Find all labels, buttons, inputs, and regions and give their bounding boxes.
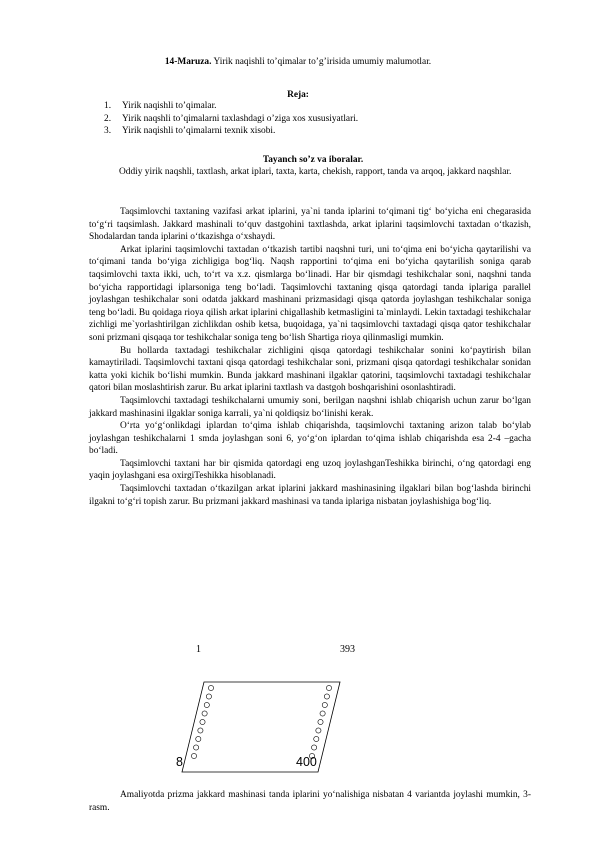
- hole-circle: [318, 719, 323, 724]
- plan-item-number: 1.: [104, 101, 112, 111]
- footer-paragraph: [89, 789, 531, 814]
- hole-circle: [312, 745, 317, 750]
- hole-circle: [324, 694, 329, 699]
- hole-column-left: [191, 685, 213, 758]
- plan-item: [104, 100, 544, 113]
- plan-list: [104, 100, 544, 138]
- hole-circle: [314, 736, 319, 741]
- hole-circle: [316, 728, 321, 733]
- keywords-heading: Tayanch so’z va iboralar.: [262, 155, 364, 165]
- paragraph: O‘rta yo‘g‘onlikdagi iplardan to‘qima ishlab chiqarishda, taqsimlovchi taxtaning arizon talab bo‘ylab joylashgan teshikchalarni 1 smda joylashgan soni 6, yo‘g‘on iplardan to‘qima ishlab chiqarishda esa 2-4 –gacha bo‘ladi.: [89, 421, 531, 457]
- hole-circle: [196, 736, 201, 741]
- figure-label-8: 8: [176, 755, 183, 769]
- hole-circle: [194, 745, 199, 750]
- hole-circle: [204, 702, 209, 707]
- plan-item-number: 3.: [104, 126, 112, 137]
- parallelogram-board: [150, 644, 410, 774]
- paragraph: Amaliyotda prizma jakkard mashinasi tanda iplarini yo‘nalishiga nisbatan 4 variantda joylashi mumkin, 3-rasm.: [89, 790, 531, 813]
- plan-item-text: Yirik naqishli to’qimalarni texnik xisobi.: [122, 126, 276, 137]
- hole-circle: [206, 694, 211, 699]
- hole-column-right: [309, 685, 331, 758]
- body-text: [89, 206, 531, 508]
- hole-circle: [326, 685, 331, 690]
- lecture-label: 14-Maruza.: [164, 57, 212, 67]
- plan-item: [104, 113, 544, 126]
- plan-item-text: Yirik naqshli to’qimalarni taxlashdagi o’ziga xos xususiyatlari.: [122, 113, 359, 124]
- hole-circle: [198, 728, 203, 733]
- keywords-text: Oddiy yirik naqshli, taxtlash, arkat iplari, taxta, karta, chekish, rapport, tanda va arqoq, jakkard naqshlar.: [119, 167, 512, 177]
- figure-label-first: 1: [196, 644, 201, 655]
- plan-heading: Reja:: [287, 90, 309, 100]
- hole-circle: [322, 702, 327, 707]
- hole-circle: [202, 711, 207, 716]
- figure-label-400: 400: [296, 755, 317, 769]
- hole-circle: [320, 711, 325, 716]
- paragraph: Taqsimlovchi taxtani har bir qismida qatordagi eng uzoq joylashganTeshikka birinchi, o‘ng qatordagi eng yaqin joylashgani esa oxirgiTeshikka hisoblanadi.: [89, 458, 531, 482]
- figure-label-393: 393: [340, 644, 355, 655]
- lecture-title-text: Yirik naqishli to’qimalar to’g’irisida umumiy malumotlar.: [211, 57, 432, 67]
- plan-item: [104, 125, 544, 138]
- plan-item-number: 2.: [104, 113, 112, 124]
- paragraph: Bu hollarda taxtadagi teshikchalar zichligini qisqa qatordagi teshikchalar sonini ko‘paytirish bilan kamaytiriladi. Taqsimlovchi taxtani qisqa qatordagi teshikchalar soni, prizmani qisqa qatordagi teshikchalar sonidan katta yoki kichik bo‘lishi mumkin. Bunda jakkard mashinani ilgaklar qatorini, taqsimlovchi taxtadagi teshikchalar qatori bilan moslashtirish zarur. Bu arkat iplarini taxtlash va dastgoh boshqarishini osonlashtiradi.: [89, 345, 531, 394]
- hole-circle: [200, 719, 205, 724]
- paragraph: Arkat iplarini taqsimlovchi taxtadan o‘tkazish tartibi naqshni turi, uni to‘qima eni bo‘yicha qaytarilishi va to‘qimani tanda bo‘yiga zichligiga bog‘liq. Naqsh rapportini to‘qima eni bo‘yicha qaytarilish soniga qarab taqsimlovchi taxta ikki, uch, to‘rt va x.z. qismlarga bo‘linadi. Har bir qismdagi teshikchalar soni, naqshni tanda bo‘yicha rapportidagi iplarsoniga teng bo‘ladi. Taqsimlovchi taxtaning qisqa qatordagi tanda iplariga parallel joylashgan teshikchalar soni odatda jakkard mashinani prizmasidagi qisqa qatorda joylashgan teshikchalar soniga teng bo‘ladi. Bu qoidaga rioya qilish arkat iplarini chigallashib ketmasligini ta`minlaydi. Lekin taxtadagi teshikchalar zichligi me`yorlashtirilgan zichlikdan oshib ketsa, buqoidaga, ya`ni taqsimlovchi taxtadagi qisqa qator teshikchalar soni prizmani qisqaqa tor teshikchalar soniga teng bo‘lish Shartiga rioya qilinmasligi mumkin.: [89, 244, 531, 343]
- comber-board-figure: [150, 644, 410, 774]
- hole-circle: [191, 753, 196, 758]
- paragraph: Taqsimlovchi taxtadagi teshikchalarni umumiy soni, berilgan naqshni ishlab chiqarish uchun zarur bo‘lgan jakkard mashinasini ilgaklar soniga karrali, ya`ni qoldiqsiz bo‘linishi kerak.: [89, 395, 531, 419]
- lecture-title: [0, 56, 596, 69]
- paragraph: Taqsimlovchi taxtadan o‘tkazilgan arkat iplarini jakkard mashinasining ilgaklari bilan bog‘lashda birinchi ilgakni to‘g‘ri topish zarur. Bu prizmani jakkard mashinasi va tanda iplariga nisbatan joylashishiga bog‘liq.: [89, 484, 531, 507]
- paragraph: Taqsimlovchi taxtaning vazifasi arkat iplarini, ya`ni tanda iplarini to‘qimani tig‘ bo‘yicha eni chegarasida to‘g‘ri taqsimlash. Jakkard mashinali to‘quv dastgohini taxtlashda, arkat iplarini taqsimlovchi taxtadan o‘tkazish, Shodalardan tanda iplarini o‘tkazishga o‘xshaydi.: [89, 207, 531, 243]
- plan-item-text: Yirik naqishli to’qimalar.: [122, 101, 217, 111]
- hole-circle: [208, 685, 213, 690]
